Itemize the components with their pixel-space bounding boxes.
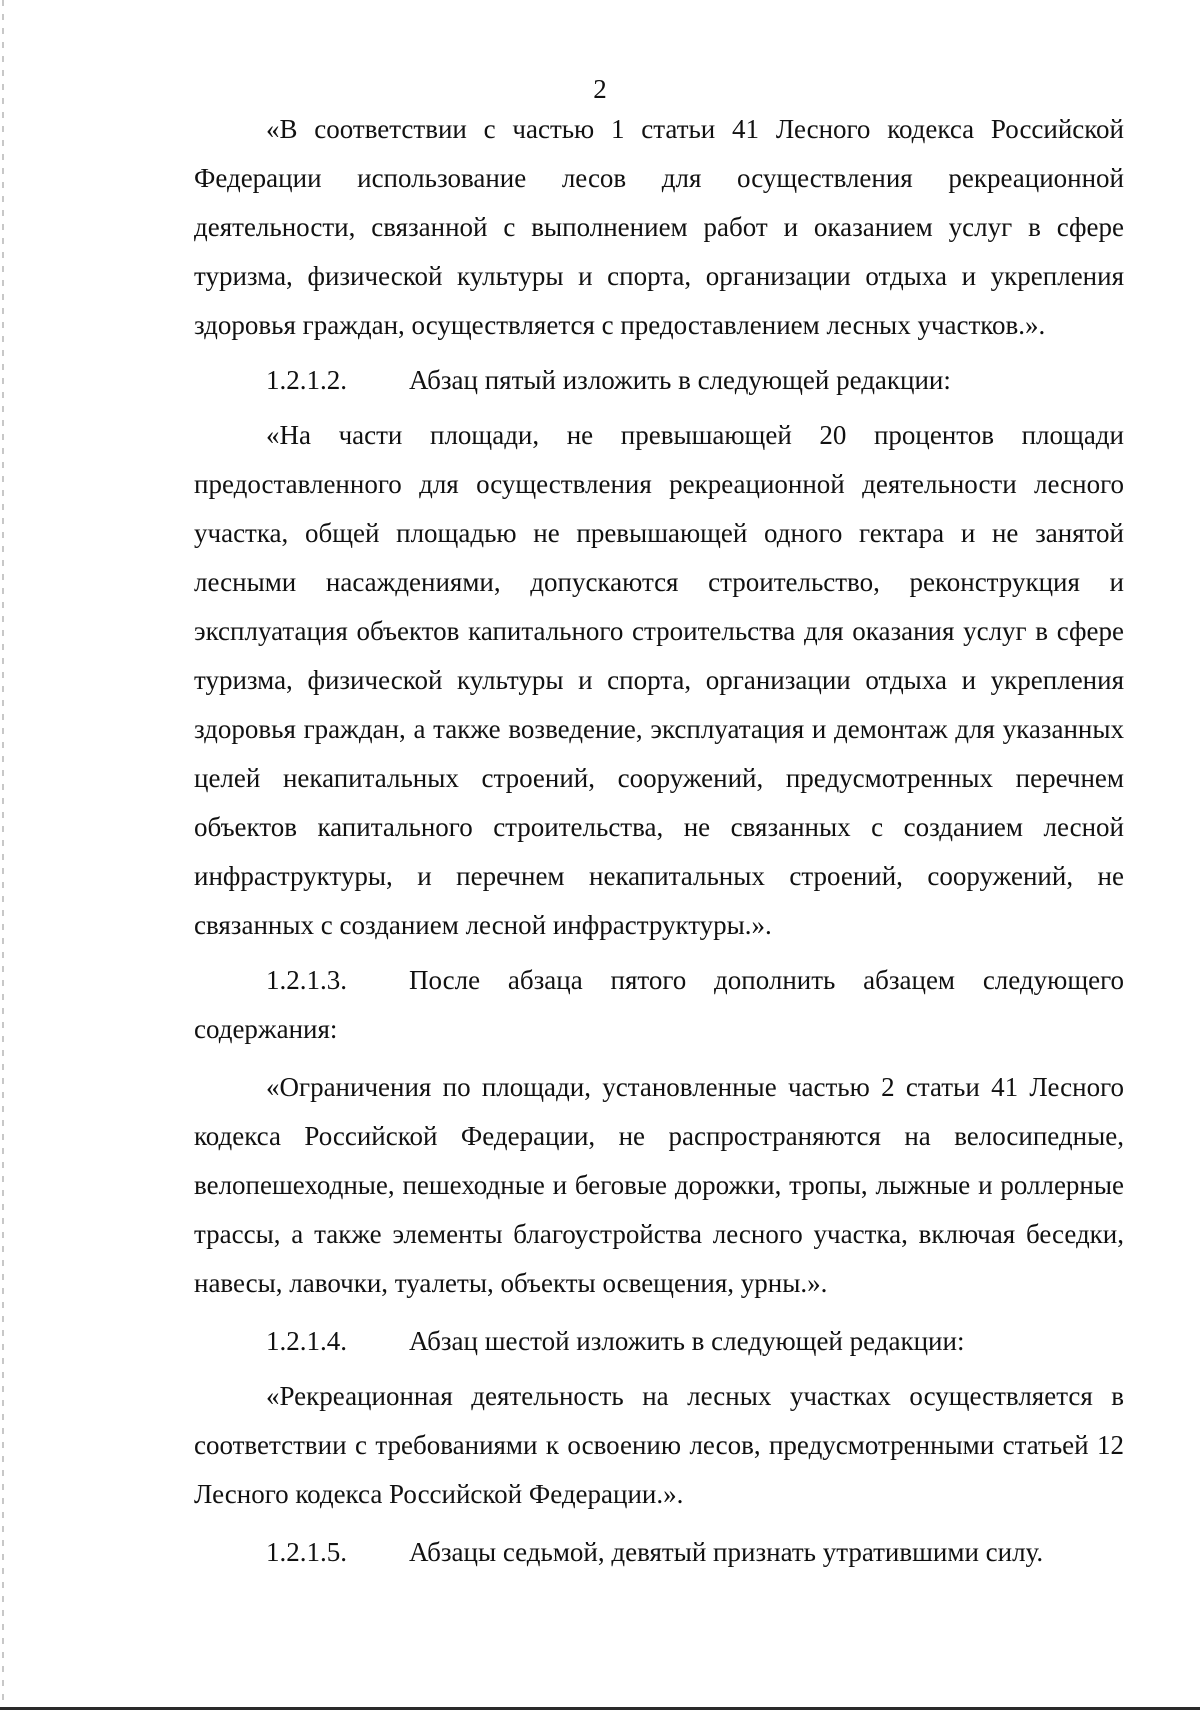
paragraph-quote-recreational-activity: «Рекреационная деятельность на лесных участках осуществляется в соответствии с требованиями к освоению лесов, предусмотренными статьей 12 Лесного кодекса Российской Федерации.». xyxy=(194,1381,1124,1509)
paragraph-quote-article-41: «В соответствии с частью 1 статьи 41 Лесного кодекса Российской Федерации использование лесов для осуществления рекреационной деятельности, связанной с выполнением работ и оказанием услуг в сфере туризма, физической культуры и спорта, организации отдыха и укрепления здоровья граждан, осуществляется с предоставлением лесных участков.». xyxy=(194,114,1124,340)
clause-1-2-1-5 xyxy=(194,1528,1124,1577)
clause-text: После абзаца пятого дополнить абзацем следующего xyxy=(409,965,1124,995)
clause-number: 1.2.1.2. xyxy=(266,365,347,395)
clause-1-2-1-3 xyxy=(194,956,1124,1005)
clause-number: 1.2.1.4. xyxy=(266,1326,347,1356)
clause-continuation: содержания: xyxy=(194,1014,338,1044)
clause-text: Абзацы седьмой, девятый признать утратившими силу. xyxy=(409,1537,1044,1567)
scan-edge-left xyxy=(2,0,4,1710)
document-body xyxy=(194,105,1124,1577)
paragraph-quote-recreational-area: «На части площади, не превышающей 20 процентов площади предоставленного для осуществления рекреационной деятельности лесного участка, общей площадью не превышающей одного гектара и не занятой лесными насаждениями, допускаются строительство, реконструкция и эксплуатация объектов капитального строительства для оказания услуг в сфере туризма, физической культуры и спорта, организации отдыха и укрепления здоровья граждан, а также возведение, эксплуатация и демонтаж для указанных целей некапитальных строений, сооружений, предусмотренных перечнем объектов капитального строительства, не связанных с созданием лесной инфраструктуры, и перечнем некапитальных строений, сооружений, не связанных с созданием лесной инфраструктуры.». xyxy=(194,420,1124,940)
clause-number: 1.2.1.5. xyxy=(266,1537,347,1567)
clause-1-2-1-4 xyxy=(194,1317,1124,1366)
paragraph-quote-area-restrictions: «Ограничения по площади, установленные частью 2 статьи 41 Лесного кодекса Российской Федерации, не распространяются на велосипедные, велопешеходные, пешеходные и беговые дорожки, тропы, лыжные и роллерные трассы, а также элементы благоустройства лесного участка, включая беседки, навесы, лавочки, туалеты, объекты освещения, урны.». xyxy=(194,1072,1124,1298)
clause-text: Абзац шестой изложить в следующей редакции: xyxy=(409,1326,965,1356)
clause-text: Абзац пятый изложить в следующей редакции: xyxy=(409,365,951,395)
clause-number: 1.2.1.3. xyxy=(266,965,347,995)
clause-1-2-1-2 xyxy=(194,356,1124,405)
page-number: 2 xyxy=(593,74,607,104)
